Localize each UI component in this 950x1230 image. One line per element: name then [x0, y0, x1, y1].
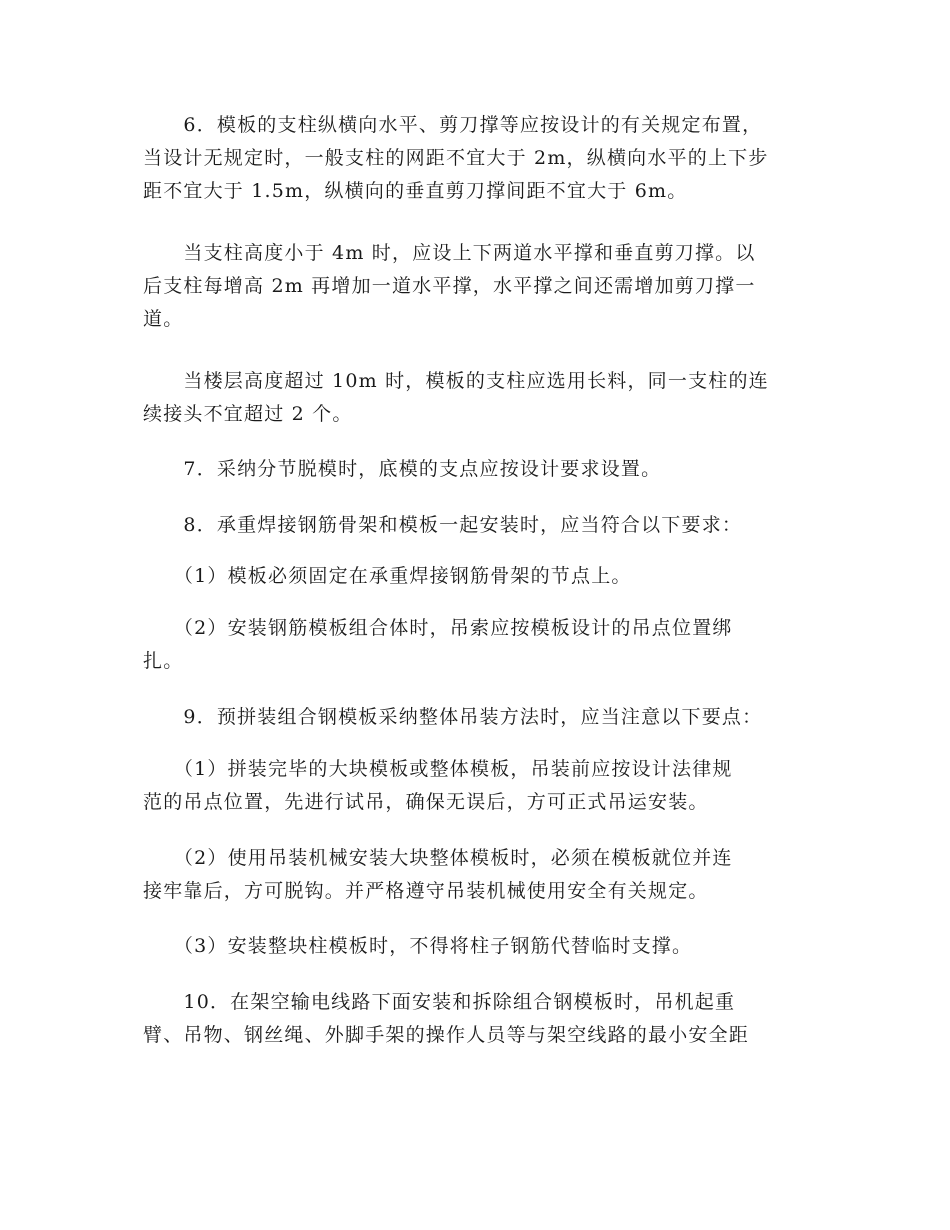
- paragraph-item-10: [143, 986, 803, 1052]
- paragraph-item-7: [143, 453, 803, 486]
- text-line: 距不宜大于 1.5m，纵横向的垂直剪刀撑间距不宜大于 6m。: [143, 180, 688, 202]
- paragraph-item-6: [143, 109, 803, 208]
- paragraph-item-9-1: [143, 753, 803, 819]
- paragraph-item-8-1: [143, 560, 803, 593]
- text-line: 臂、吊物、钢丝绳、外脚手架的操作人员等与架空线路的最小安全距: [143, 1024, 750, 1046]
- paragraph-item-9: [143, 701, 803, 734]
- text-line: 9．预拼装组合钢模板采纳整体吊装方法时，应当注意以下要点：: [143, 706, 763, 728]
- paragraph-item-8-2: [143, 612, 803, 678]
- text-line: 道。: [143, 308, 184, 330]
- text-line: 6．模板的支柱纵横向水平、剪刀撑等应按设计的有关规定布置，: [143, 114, 763, 136]
- text-line: 接牢靠后，方可脱钩。并严格遵守吊装机械使用安全有关规定。: [143, 880, 709, 902]
- paragraph-support-height: [143, 237, 803, 336]
- paragraph-item-9-2: [143, 842, 803, 908]
- text-line: 扎。: [143, 650, 184, 672]
- text-line: （3）安装整块柱模板时，不得将柱子钢筋代替临时支撑。: [143, 935, 693, 957]
- text-line: 当楼层高度超过 10m 时，模板的支柱应选用长料，同一支柱的连: [143, 370, 769, 392]
- text-line: 10．在架空输电线路下面安装和拆除组合钢模板时，吊机起重: [143, 991, 736, 1013]
- text-line: 后支柱每增高 2m 再增加一道水平撑，水平撑之间还需增加剪刀撑一: [143, 275, 756, 297]
- paragraph-item-9-3: [143, 930, 803, 963]
- text-line: 范的吊点位置，先进行试吊，确保无误后，方可正式吊运安装。: [143, 791, 709, 813]
- paragraph-item-8: [143, 509, 803, 542]
- paragraph-floor-height: [143, 365, 803, 431]
- text-line: （1）模板必须固定在承重焊接钢筋骨架的节点上。: [143, 565, 632, 587]
- text-line: 当支柱高度小于 4m 时，应设上下两道水平撑和垂直剪刀撑。以: [143, 242, 756, 264]
- text-line: （2）使用吊装机械安装大块整体模板时，必须在模板就位并连: [143, 847, 733, 869]
- text-line: （1）拼装完毕的大块模板或整体模板，吊装前应按设计法律规: [143, 758, 733, 780]
- text-line: 7．采纳分节脱模时，底模的支点应按设计要求设置。: [143, 458, 662, 480]
- text-line: 8．承重焊接钢筋骨架和模板一起安装时，应当符合以下要求：: [143, 514, 743, 536]
- text-line: 当设计无规定时，一般支柱的网距不宜大于 2m，纵横向水平的上下步: [143, 147, 769, 169]
- text-line: 续接头不宜超过 2 个。: [143, 403, 353, 425]
- text-line: （2）安装钢筋模板组合体时，吊索应按模板设计的吊点位置绑: [143, 617, 733, 639]
